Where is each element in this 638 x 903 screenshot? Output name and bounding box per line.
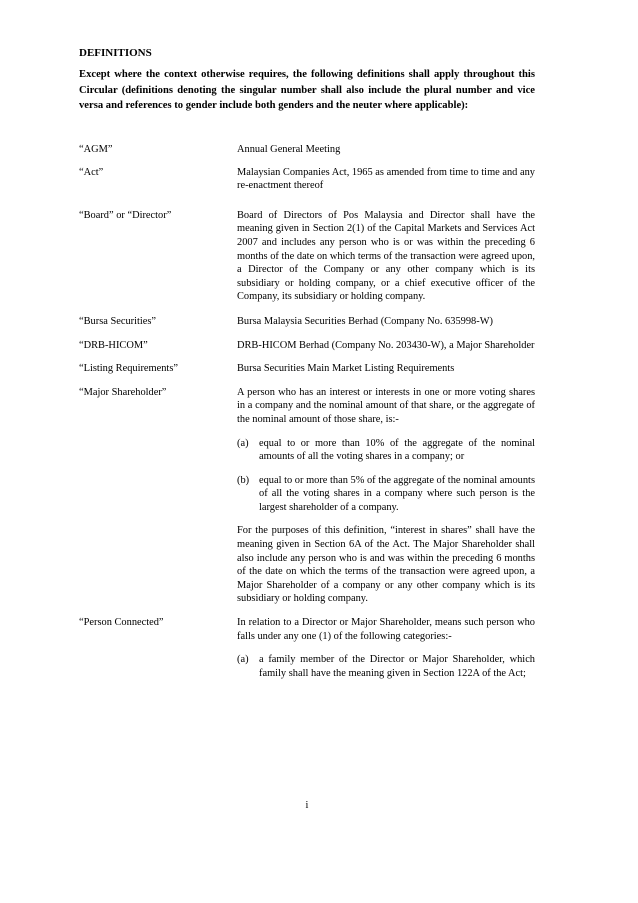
definition-board-director	[79, 209, 535, 304]
definition-meaning	[237, 143, 535, 157]
definition-term: “Act”	[79, 166, 104, 178]
sub-clause-a	[237, 653, 535, 680]
sub-clause-text: equal to or more than 5% of the aggregate of the nominal amounts of all the voting shares in a company where such person is the largest shareholder of a company.	[259, 474, 535, 513]
definition-meaning	[237, 315, 535, 329]
definition-meaning	[237, 209, 535, 304]
definition-meaning	[237, 616, 535, 680]
definition-term: “Bursa Securities”	[79, 315, 157, 327]
definition-text: Malaysian Companies Act, 1965 as amended from time to time and any re-enactment thereof	[237, 166, 535, 192]
definition-text: A person who has an interest or interests in one or more voting shares in a company and the nominal amount of that share, or the aggregate of the nominal amount of those share, is:-	[237, 386, 535, 425]
section-heading: DEFINITIONS	[79, 47, 152, 59]
definition-meaning	[237, 362, 535, 376]
definition-act	[79, 166, 535, 193]
definition-term: “AGM”	[79, 144, 113, 155]
definition-meaning	[237, 386, 535, 606]
definitions-list	[79, 143, 535, 689]
definition-major-shareholder	[79, 386, 535, 606]
sub-clause-b	[237, 474, 535, 515]
definition-text: For the purposes of this definition, “interest in shares” shall have the meaning given in Section 6A of the Act. The Major Shareholder shall also include any person who is and was within the preceding 6 months of the date on which the terms of the transaction were agreed upon, a Major Shareholder of a company or any other company which is its subsidiary or holding company.	[237, 525, 535, 605]
definition-bursa-securities	[79, 315, 535, 329]
definition-meaning	[237, 166, 535, 193]
definition-agm	[79, 143, 535, 157]
document-page	[79, 0, 535, 903]
definition-text: Board of Directors of Pos Malaysia and Director shall have the meaning given in Section 2(1) of the Capital Markets and Services Act 2007 and includes any person who is or was within the preceding 6 months of the date on which terms of the transaction were agreed upon, a Director of the Company or any other company which is its subsidiary or holding company, or a chief executive officer of the Company, its subsidiary or holding company.	[237, 209, 535, 303]
definition-text: Bursa Malaysia Securities Berhad (Company No. 635998-W)	[237, 315, 493, 327]
sub-clause-marker: (a)	[237, 437, 249, 449]
definition-text: Bursa Securities Main Market Listing Requirements	[237, 363, 455, 375]
definition-drb-hicom	[79, 339, 535, 353]
sub-clause-a	[237, 437, 535, 464]
definition-listing-requirements	[79, 362, 535, 376]
sub-clause-marker: (b)	[237, 474, 250, 486]
definition-term: “Person Connected”	[79, 617, 164, 629]
intro-paragraph: Except where the context otherwise requires, the following definitions shall apply throughout this Circular (definitions denoting the singular number shall also include the plural number and vice versa and references to gender include both genders and the neuter where applicable):	[79, 69, 535, 111]
definition-person-connected	[79, 616, 535, 680]
sub-clause-text: a family member of the Director or Major Shareholder, which family shall have the meaning given in Section 122A of the Act;	[259, 654, 535, 679]
definition-term: “Listing Requirements”	[79, 363, 178, 375]
definition-text: Annual General Meeting	[237, 144, 341, 155]
definition-term: “Major Shareholder”	[79, 386, 167, 398]
definition-meaning	[237, 339, 535, 353]
sub-clause-marker: (a)	[237, 654, 249, 666]
page-number: i	[305, 800, 309, 811]
definition-term: “Board” or “Director”	[79, 209, 172, 221]
definition-text: In relation to a Director or Major Shareholder, means such person who falls under any one (1) of the following categories:-	[237, 617, 535, 642]
sub-clause-text: equal to or more than 10% of the aggregate of the nominal amounts of all the voting shares in a company; or	[259, 437, 535, 463]
definition-text: DRB-HICOM Berhad (Company No. 203430-W), a Major Shareholder	[237, 339, 535, 351]
definition-term: “DRB-HICOM”	[79, 339, 148, 351]
